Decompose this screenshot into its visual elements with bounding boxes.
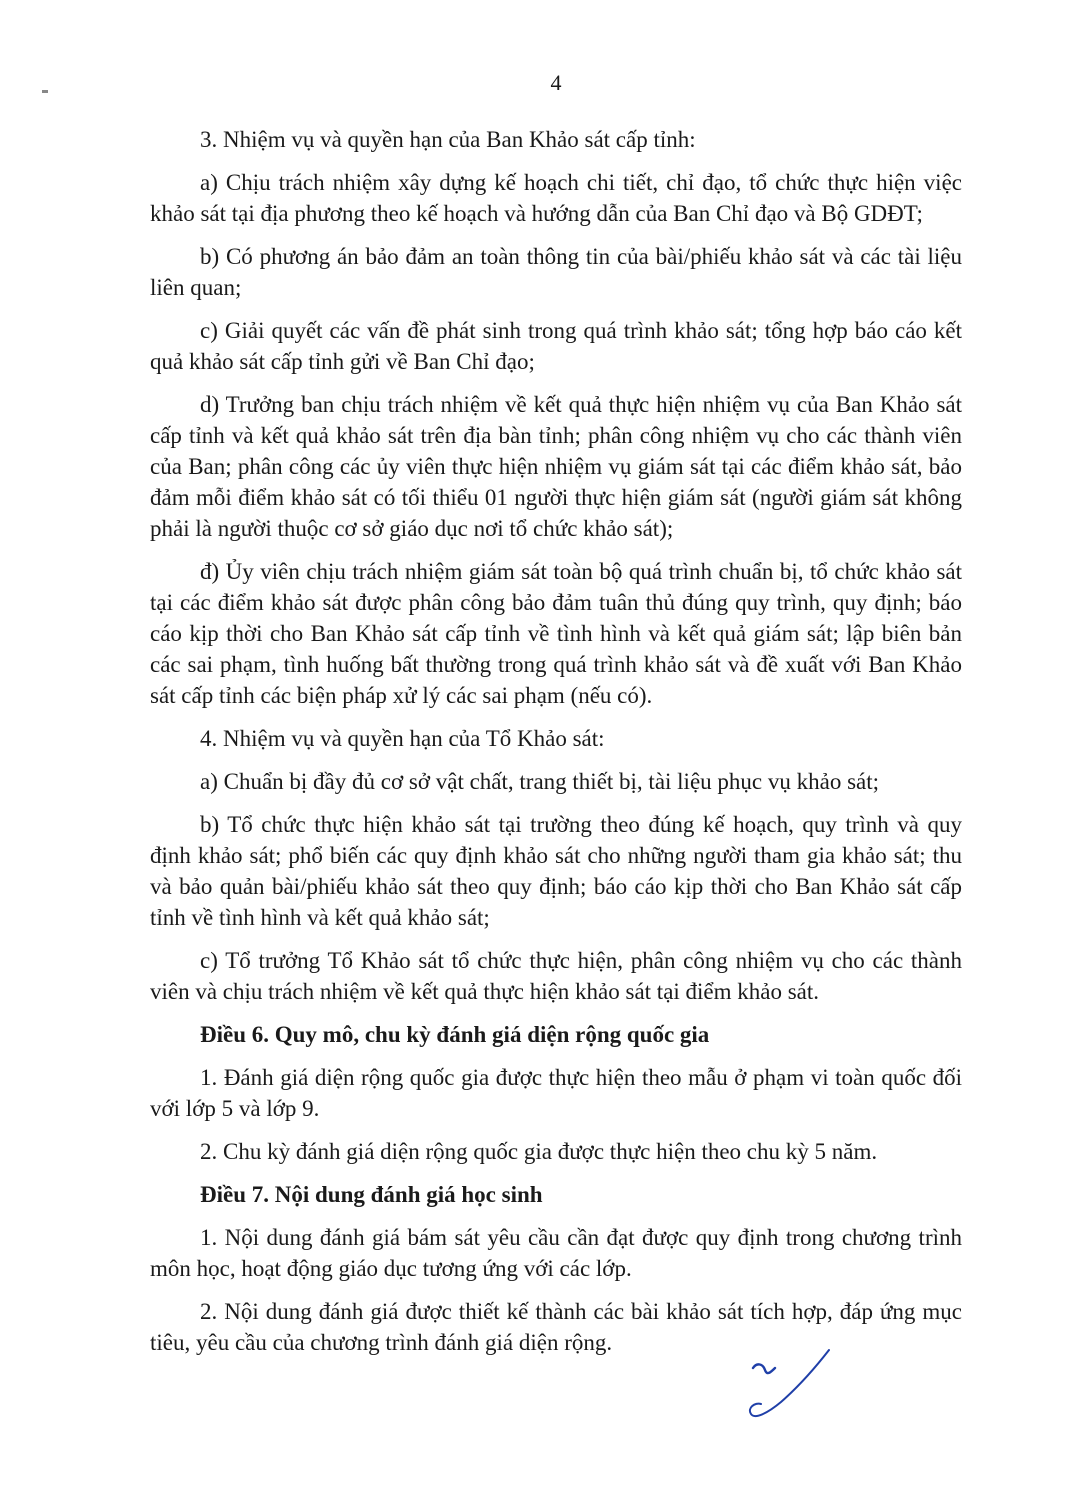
initials-signature [745,1348,835,1424]
paragraph-3a: a) Chịu trách nhiệm xây dựng kế hoạch chi tiết, chỉ đạo, tổ chức thực hiện việc khảo sát tại địa phương theo kế hoạch và hướng dẫn của Ban Chỉ đạo và Bộ GDĐT; [150,170,962,226]
paragraph-3c: c) Giải quyết các vấn đề phát sinh trong quá trình khảo sát; tổng hợp báo cáo kết quả khảo sát cấp tỉnh gửi về Ban Chỉ đạo; [150,318,962,374]
paragraph-3b: b) Có phương án bảo đảm an toàn thông tin của bài/phiếu khảo sát và các tài liệu liên quan; [150,244,962,300]
article-7-clause-2: 2. Nội dung đánh giá được thiết kế thành các bài khảo sát tích hợp, đáp ứng mục tiêu, yêu cầu của chương trình đánh giá diện rộng. [150,1299,962,1355]
page-number: 4 [550,70,562,95]
article-6-heading: Điều 6. Quy mô, chu kỳ đánh giá diện rộng quốc gia [200,1022,710,1047]
paragraph-3dd: đ) Ủy viên chịu trách nhiệm giám sát toàn bộ quá trình chuẩn bị, tổ chức khảo sát tại các điểm khảo sát được phân công bảo đảm tuân thủ đúng quy trình, quy định; báo cáo kịp thời cho Ban Khảo sát cấp tỉnh về tình hình và kết quả giám sát; lập biên bản các sai phạm, tình huống bất thường trong quá trình khảo sát và đề xuất với Ban Khảo sát cấp tỉnh các biện pháp xử lý các sai phạm (nếu có). [150,559,962,708]
paragraph-4-title: 4. Nhiệm vụ và quyền hạn của Tổ Khảo sát: [200,726,605,751]
article-7-heading: Điều 7. Nội dung đánh giá học sinh [200,1182,543,1207]
document-body [150,124,962,1370]
paragraph-3d: d) Trưởng ban chịu trách nhiệm về kết quả thực hiện nhiệm vụ của Ban Khảo sát cấp tỉnh và kết quả khảo sát trên địa bàn tỉnh; phân công nhiệm vụ cho các thành viên của Ban; phân công các ủy viên thực hiện nhiệm vụ giám sát tại các điểm khảo sát, bảo đảm mỗi điểm khảo sát có tối thiểu 01 người thực hiện giám sát (người giám sát không phải là người thuộc cơ sở giáo dục nơi tổ chức khảo sát); [150,392,962,541]
article-6-clause-2: 2. Chu kỳ đánh giá diện rộng quốc gia được thực hiện theo chu kỳ 5 năm. [200,1139,878,1164]
paragraph-4c: c) Tổ trưởng Tổ Khảo sát tổ chức thực hiện, phân công nhiệm vụ cho các thành viên và chịu trách nhiệm về kết quả thực hiện khảo sát tại điểm khảo sát. [150,948,962,1004]
paragraph-4a: a) Chuẩn bị đầy đủ cơ sở vật chất, trang thiết bị, tài liệu phục vụ khảo sát; [200,769,880,794]
paragraph-4b: b) Tổ chức thực hiện khảo sát tại trường theo đúng kế hoạch, quy trình và quy định khảo sát; phổ biến các quy định khảo sát cho những người tham gia khảo sát; thu và bảo quản bài/phiếu khảo sát theo quy định; báo cáo kịp thời cho Ban Khảo sát cấp tỉnh về tình hình và kết quả khảo sát; [150,812,962,930]
article-6-clause-1: 1. Đánh giá diện rộng quốc gia được thực hiện theo mẫu ở phạm vi toàn quốc đối với lớp 5 và lớp 9. [150,1065,962,1121]
article-7-clause-1: 1. Nội dung đánh giá bám sát yêu cầu cần đạt được quy định trong chương trình môn học, hoạt động giáo dục tương ứng với các lớp. [150,1225,962,1281]
paragraph-3-title: 3. Nhiệm vụ và quyền hạn của Ban Khảo sát cấp tỉnh: [200,127,696,152]
